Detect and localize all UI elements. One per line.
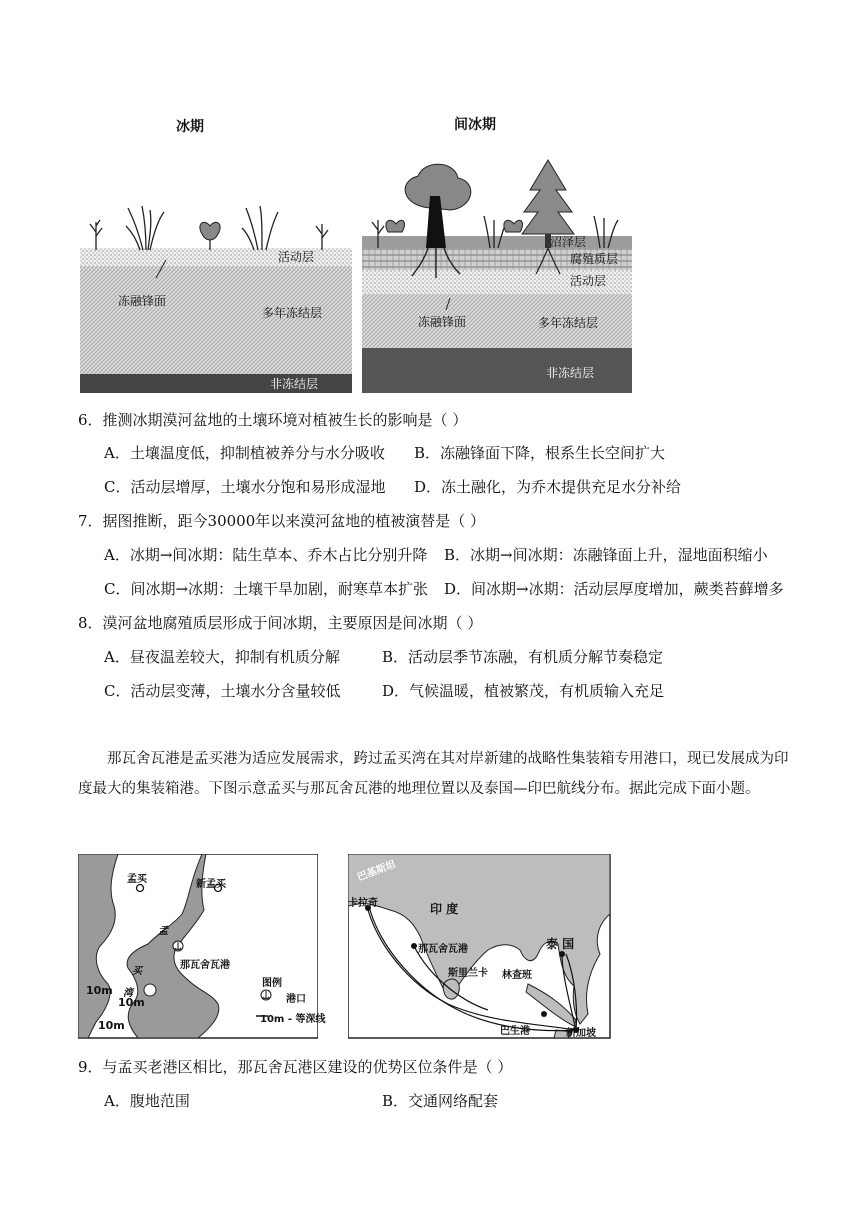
- question-6-option-c: C．活动层增厚，土壤水分饱和易形成湿地: [104, 478, 386, 496]
- label-permafrost-left: 多年冻结层: [262, 306, 323, 320]
- label-thailand: 泰 国: [546, 937, 575, 951]
- question-9-option-b: B．交通网络配套: [382, 1092, 499, 1110]
- label-depth-1: 10m: [86, 984, 113, 997]
- legend-port-label: 港口: [286, 994, 306, 1005]
- question-6-option-b: B．冻融锋面下降，根系生长空间扩大: [414, 444, 666, 462]
- label-pakistan: 巴基斯坦: [356, 859, 398, 884]
- question-8-option-b: B．活动层季节冻融，有机质分解节奏稳定: [382, 648, 664, 666]
- label-depth-2: 10m: [118, 996, 145, 1009]
- soil-profile-diagram: [78, 150, 638, 395]
- label-permafrost-right: 多年冻结层: [538, 316, 599, 330]
- question-7-option-c: C．间冰期→冰期：土壤干旱加剧，耐寒草本扩张: [104, 580, 429, 598]
- reading-passage: 那瓦舍瓦港是孟买港为适应发展需求，跨过孟买湾在其对岸新建的战略性集装箱专用港口，现已发展成为印度最大的集装箱港。下图示意孟买与那瓦舍瓦港的地理位置以及泰国—印巴航线分布。据此完成下面小题。: [78, 751, 789, 797]
- label-nhava-sheva-port: 那瓦舍瓦港: [180, 960, 230, 971]
- question-7-stem: 7．据图推断，距今30000年以来漠河盆地的植被演替是（ ）: [78, 512, 486, 530]
- legend-depth-label: 10m - 等深线: [260, 1014, 326, 1025]
- label-sri-lanka: 斯里兰卡: [448, 968, 488, 979]
- shrub-icon: [504, 220, 523, 232]
- label-new-mumbai: 新孟买: [196, 879, 226, 890]
- label-depth-3: 10m: [98, 1019, 125, 1032]
- mumbai-marker: [137, 885, 144, 892]
- question-6-stem: 6．推测冰期漠河盆地的土壤环境对植被生长的影响是（ ）: [78, 411, 468, 429]
- question-6-option-d: D．冻土融化，为乔木提供充足水分补给: [414, 478, 682, 496]
- question-9-stem: 9．与孟买老港区相比，那瓦舍瓦港区建设的优势区位条件是（ ）: [78, 1058, 513, 1076]
- label-bay-char-3: 湾: [123, 988, 133, 999]
- label-bay-char-2: 买: [132, 966, 142, 977]
- label-singapore: 新加坡: [566, 1028, 596, 1039]
- shrub-icon: [386, 220, 405, 232]
- port-anchor-icon: [173, 941, 183, 951]
- legend-title: 图例: [262, 978, 282, 989]
- question-6-option-a: A．土壤温度低，抑制植被养分与水分吸收: [104, 444, 385, 462]
- label-humus: 腐殖质层: [570, 252, 619, 266]
- question-7-option-a: A．冰期→间冰期：陆生草本、乔木占比分别升降: [104, 546, 428, 564]
- label-active-layer-left: 活动层: [278, 250, 315, 264]
- label-karachi: 卡拉奇: [348, 898, 378, 909]
- label-mumbai: 孟买: [127, 874, 147, 885]
- label-thaw-front-left: 冻融锋面: [118, 294, 167, 308]
- question-8-option-d: D．气候温暖，植被繁茂，有机质输入充足: [382, 682, 665, 700]
- label-nhava-sheva: 那瓦舍瓦港: [418, 944, 468, 955]
- legend-anchor-icon: [261, 990, 271, 1000]
- question-7-option-d: D．间冰期→冰期：活动层厚度增加，蕨类苔藓增多: [444, 580, 784, 598]
- port-klang-marker: [541, 1011, 547, 1017]
- label-thaw-front-right: 冻融锋面: [418, 315, 467, 329]
- label-active-layer-right: 活动层: [570, 274, 607, 288]
- label-swamp: 沼泽层: [550, 235, 587, 249]
- label-nonfrozen-right: 非冻结层: [546, 366, 595, 380]
- label-bay-char-1: 孟: [158, 926, 168, 937]
- label-india: 印 度: [430, 902, 459, 916]
- question-8-stem: 8．漠河盆地腐殖质层形成于间冰期，主要原因是间冰期（ ）: [78, 614, 483, 632]
- question-8-option-c: C．活动层变薄，土壤水分含量较低: [104, 682, 341, 700]
- label-port-klang: 巴生港: [500, 1026, 530, 1037]
- figure-right-title: 间冰期: [454, 117, 496, 133]
- shrub-icon: [200, 222, 220, 240]
- label-nonfrozen-left: 非冻结层: [270, 377, 319, 391]
- question-9-option-a: A．腹地范围: [104, 1092, 190, 1110]
- label-laem-chabang: 林查班: [502, 970, 532, 981]
- nhava-sheva-marker: [411, 943, 417, 949]
- question-7-option-b: B．冰期→间冰期：冻融锋面上升，湿地面积缩小: [444, 546, 768, 564]
- figure-left-title: 冰期: [176, 119, 204, 135]
- question-8-option-a: A．昼夜温差较大，抑制有机质分解: [104, 648, 340, 666]
